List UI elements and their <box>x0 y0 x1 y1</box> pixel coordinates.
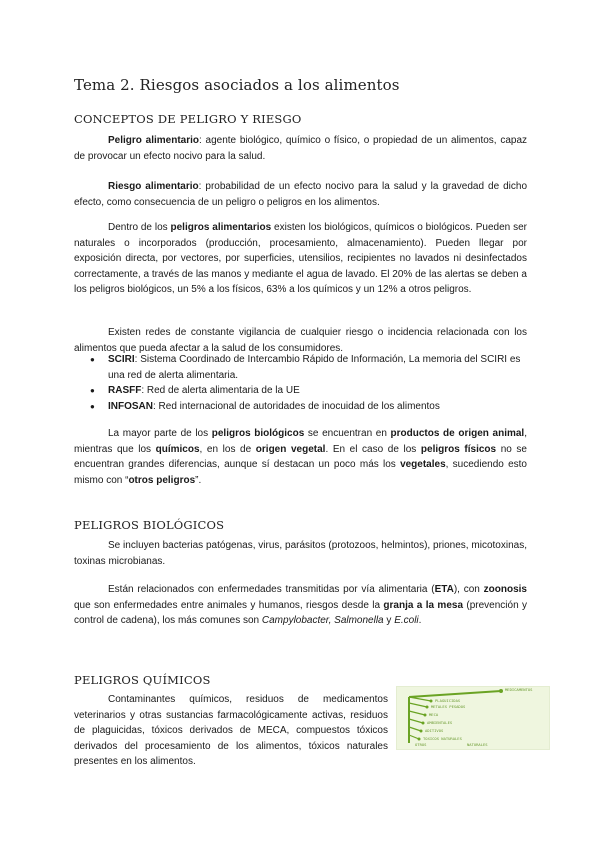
text-span: . <box>418 615 422 627</box>
bold-span: zoonosis <box>483 584 527 595</box>
list-item <box>74 399 527 415</box>
text-span: Dentro de los <box>108 222 171 233</box>
diagram-label: AMBIENTALES <box>427 720 453 725</box>
text-span: ”. <box>195 474 202 486</box>
diagram-branch <box>409 697 431 701</box>
bullet-text: : Red de alerta alimentaria de la UE <box>141 385 300 397</box>
list-redes-alerta <box>74 352 527 414</box>
text-span: (prevención y control de cadena), los más comunes son <box>74 599 528 627</box>
text-span: Contaminantes químicos, residuos de medicamentos veterinarios y otras sustancias farmacológicamente activas, residuos de plaguicidas, tóxicos derivados de MECA, compuestos tóxicos derivados del procesamiento de los alimentos, tóxicos naturales presentes en los alimentos. <box>74 694 388 768</box>
paragraph-distribucion-peligros <box>74 426 527 488</box>
diagram-branch <box>409 691 501 697</box>
diagram-lines <box>397 687 549 749</box>
text-span: que son enfermedades entre animales y humanos, riesgos desde la <box>74 599 384 611</box>
text-span: , en los de <box>199 443 256 455</box>
paragraph-biologicos-eta <box>74 582 527 629</box>
diagram-label: MEDICAMENTOS <box>505 687 533 692</box>
diagram-node <box>418 738 421 741</box>
diagram-branch <box>409 727 421 731</box>
bold-span: químicos <box>155 443 200 455</box>
diagram-node <box>420 730 423 733</box>
text-span: , mientras que los <box>74 428 527 455</box>
bold-span: otros peligros <box>128 474 196 486</box>
list-item <box>74 352 527 383</box>
text-span: ), con <box>453 584 484 595</box>
diagram-label: NATURALES <box>467 742 488 747</box>
italic-span: Campylobacter, Salmonella <box>261 615 384 627</box>
diagram-node <box>426 706 429 709</box>
bullet-text: : Sistema Coordinado de Intercambio Rápido de Información, La memoria del SCIRI es una red de alerta alimentaria. <box>108 354 521 381</box>
text-span: La mayor parte de los <box>108 428 212 439</box>
diagram-branch <box>409 735 419 739</box>
paragraph-quimicos <box>74 692 388 770</box>
bullet-term: RASFF <box>108 385 142 397</box>
text-span: existen los biológicos, químicos o biológicos. Pueden ser naturales o incorporados (producción, procesamiento, almacenamiento). Pueden llegar por exposición directa, por vectores, por superficies, utensilios, recipientes no lavados ni desinfectados correctamente, a través de las manos y mediante el agua de lavado. El 20% de las alertas se deben a los peligros biológicos, un 5% a los físicos, 63% a los químicos y un 12% a otros peligros. <box>74 222 527 296</box>
bold-span: peligros físicos <box>420 443 497 455</box>
text-riesgo-alimentario: : probabilidad de un efecto nocivo para la salud y la gravedad de dicho efecto, como consecuencia de un peligro o peligros en los alimentos. <box>74 181 527 208</box>
diagram-node <box>430 700 433 703</box>
bullet-text: : Red internacional de autoridades de inocuidad de los alimentos <box>153 400 440 412</box>
bullet-term: SCIRI <box>108 354 135 365</box>
italic-span: E.coli <box>394 615 419 627</box>
text-span: Están relacionados con enfermedades transmitidas por vía alimentaria ( <box>108 584 435 595</box>
bold-span: peligros biológicos <box>211 428 305 439</box>
diagram-label: METALES PESADOS <box>431 704 466 709</box>
text-span: no se encuentran grandes diferencias, aunque sí destacan un poco más los <box>74 443 527 471</box>
term-riesgo-alimentario: Riesgo alimentario <box>108 181 199 192</box>
bold-span: origen vegetal <box>255 443 326 455</box>
diagram-label: TOXICOS NATURALES <box>423 736 462 741</box>
bold-span: vegetales <box>400 459 446 471</box>
paragraph-peligros-alimentarios <box>74 220 527 298</box>
list-item <box>74 383 527 399</box>
diagram-label: MECA <box>429 712 439 717</box>
diagram-label: PLAGUICIDAS <box>435 698 461 703</box>
bold-span: productos de origen animal <box>390 428 525 439</box>
page-title: Tema 2. Riesgos asociados a los alimentos <box>74 76 400 94</box>
diagram-node <box>424 714 427 717</box>
heading-quimicos: PELIGROS QUÍMICOS <box>74 673 211 687</box>
text-span: . En el caso de los <box>325 443 421 455</box>
text-span: Se incluyen bacterias patógenas, virus, parásitos (protozoos, helmintos), priones, micotoxinas, toxinas microbianas. <box>74 540 527 567</box>
diagram-branch <box>409 703 427 707</box>
text-peligro-alimentario: : agente biológico, químico o físico, o propiedad de un alimentos, capaz de provocar un efecto nocivo para la salud. <box>74 135 528 162</box>
text-span: Existen redes de constante vigilancia de cualquier riesgo o incidencia relacionada con los alimentos que pueda afectar a la salud de los consumidores. <box>74 327 527 354</box>
diagram-label: OTROS <box>415 742 427 747</box>
text-span: y <box>383 615 395 627</box>
bullet-term: INFOSAN <box>108 400 153 412</box>
paragraph-peligro-alimentario <box>74 133 527 164</box>
text-span: , sucediendo esto mismo con “ <box>74 459 527 486</box>
diagram-node <box>422 722 425 725</box>
paragraph-biologicos-incluyen <box>74 538 527 569</box>
chemical-hazards-diagram <box>396 686 550 750</box>
bold-span: granja a la mesa <box>383 599 464 611</box>
diagram-branch <box>409 711 425 715</box>
term-peligros-alimentarios: peligros alimentarios <box>170 222 272 233</box>
heading-biologicos: PELIGROS BIOLÓGICOS <box>74 518 225 532</box>
paragraph-riesgo-alimentario <box>74 179 527 210</box>
diagram-label: ADITIVOS <box>425 728 444 733</box>
text-span: se encuentran en <box>304 428 391 439</box>
diagram-branch <box>409 719 423 723</box>
bold-span: ETA <box>434 584 454 595</box>
term-peligro-alimentario: Peligro alimentario <box>108 135 199 146</box>
heading-conceptos: CONCEPTOS DE PELIGRO Y RIESGO <box>74 112 302 126</box>
diagram-node <box>499 689 503 693</box>
